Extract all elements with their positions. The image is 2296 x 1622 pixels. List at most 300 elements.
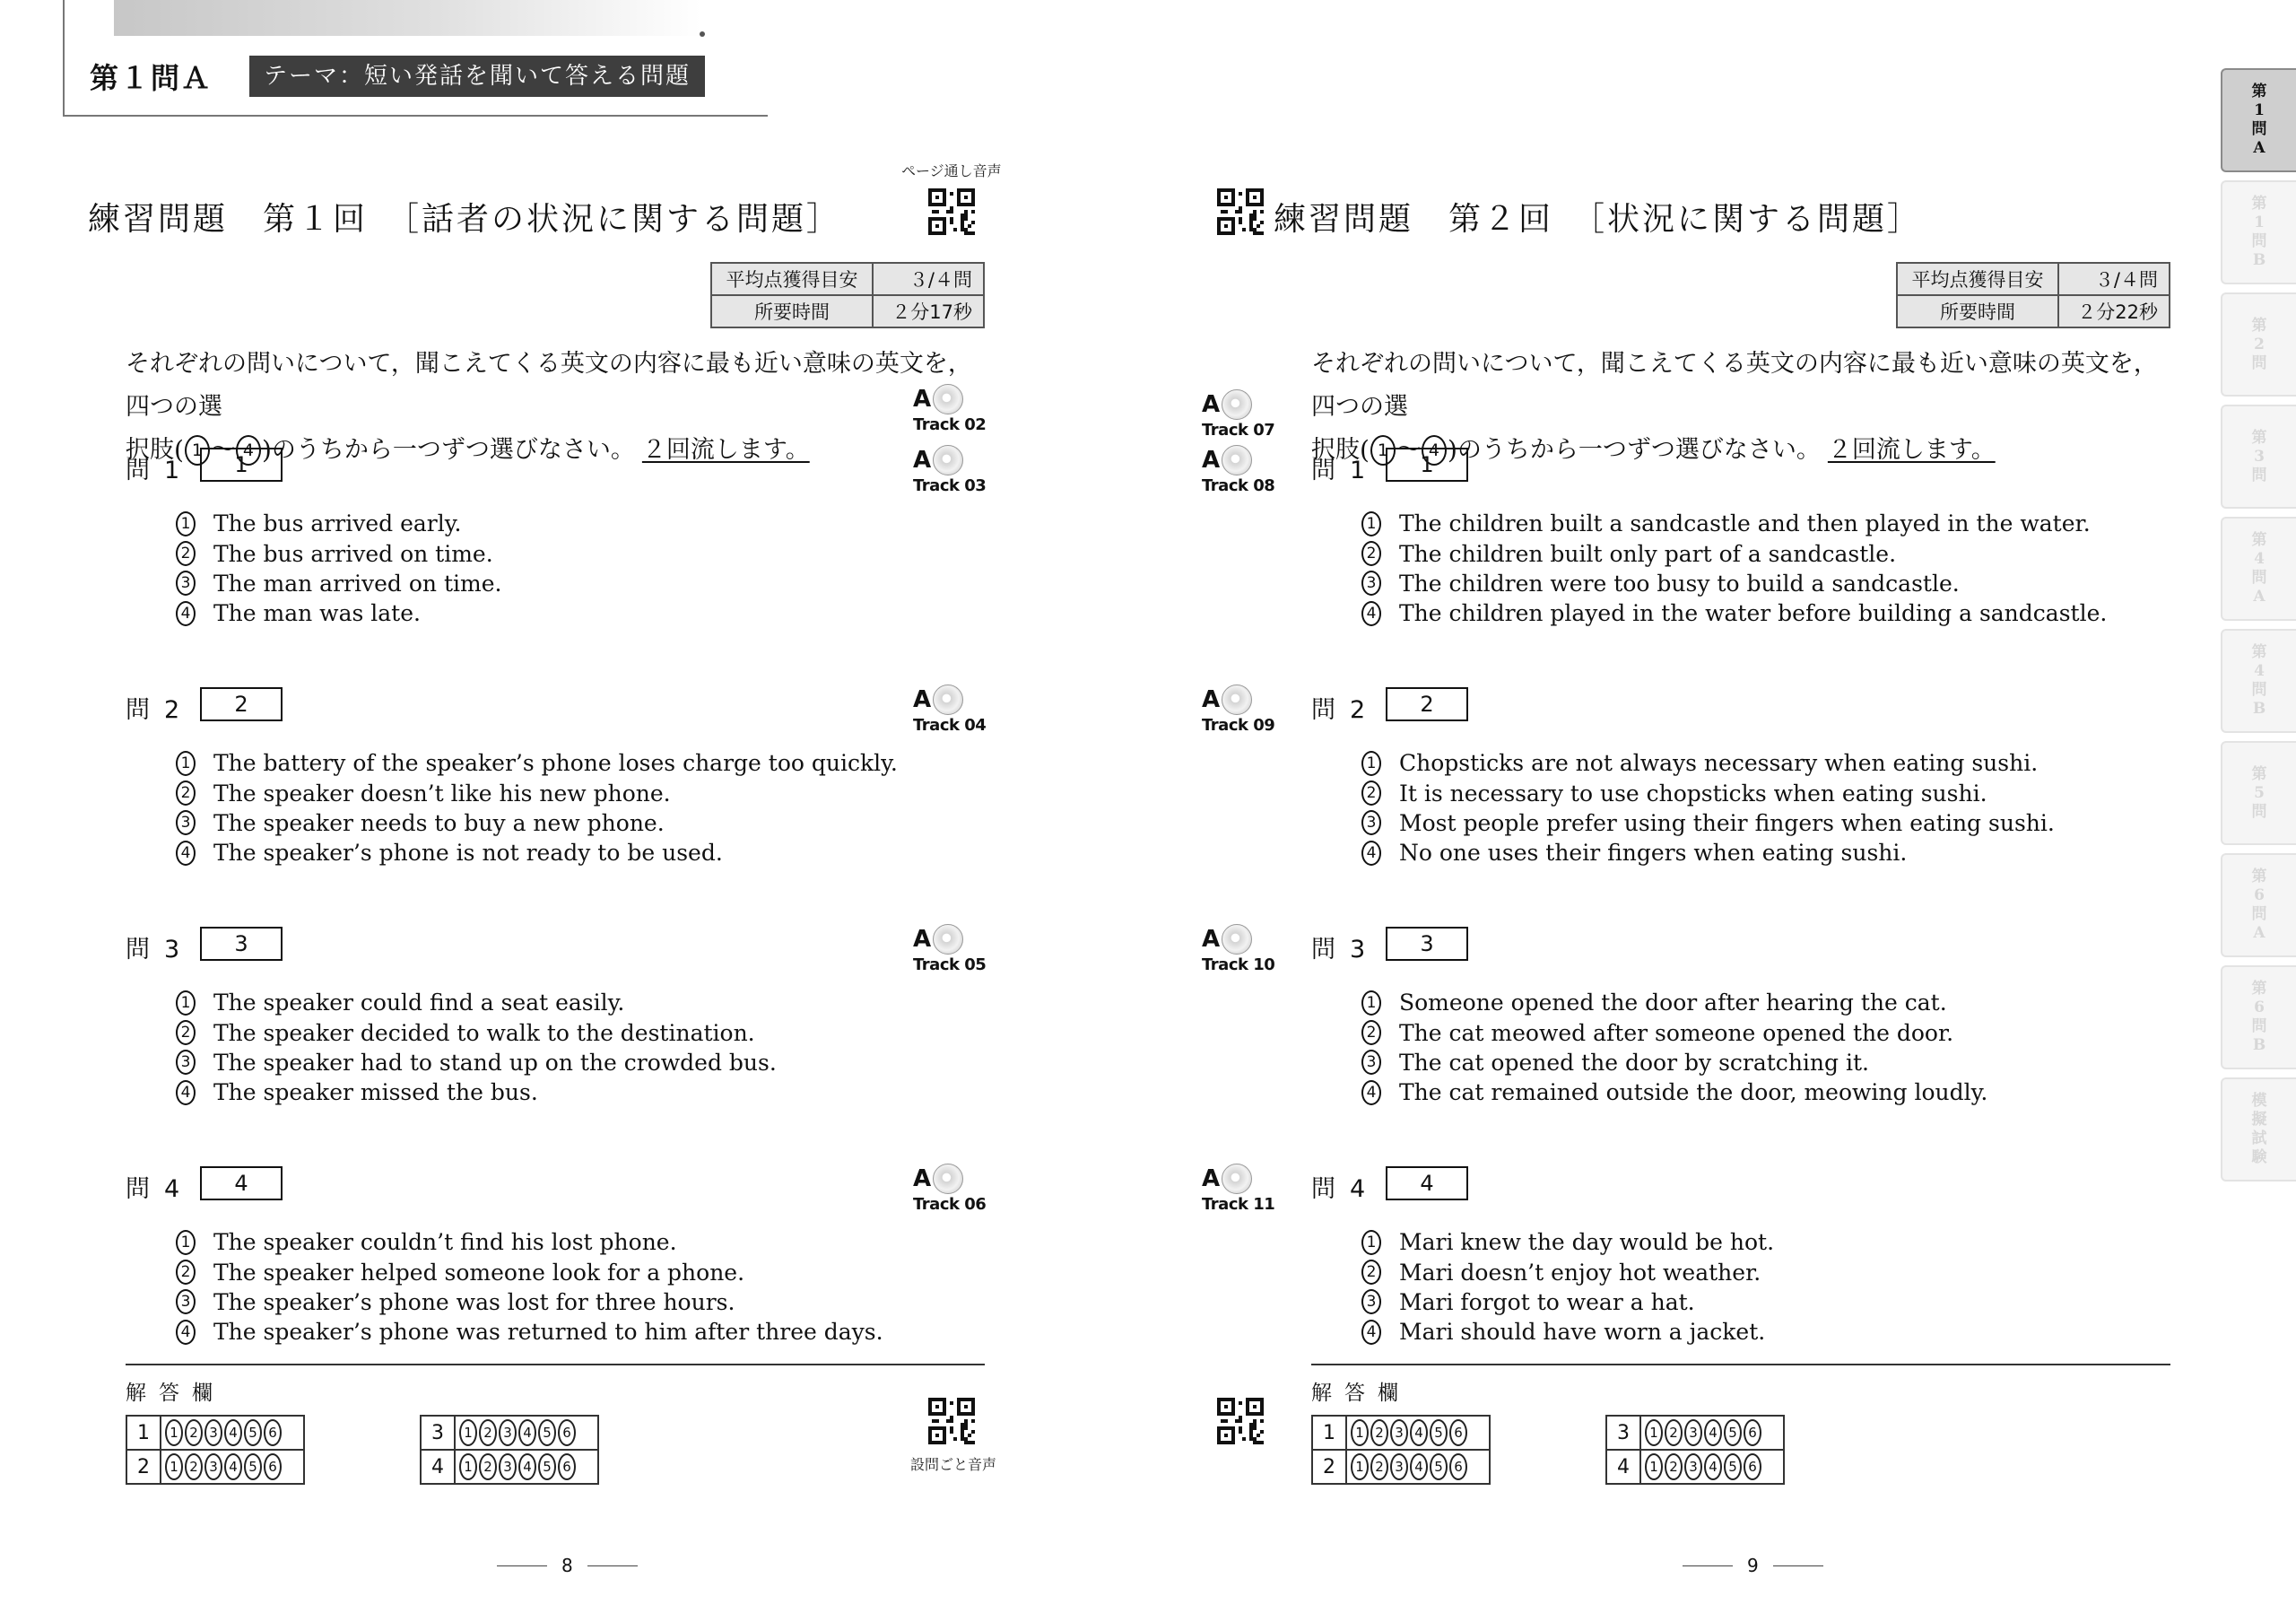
answer-bubble[interactable]: 1 bbox=[1351, 1453, 1369, 1480]
index-tab-char: 第 bbox=[2251, 980, 2267, 998]
option-text: The speaker couldn’t find his lost phone. bbox=[213, 1229, 677, 1256]
index-tab-char: B bbox=[2252, 1036, 2266, 1054]
answer-bubble[interactable]: 5 bbox=[244, 1419, 262, 1446]
option-item bbox=[1361, 988, 1987, 1017]
question-label-text: 問 bbox=[1311, 696, 1335, 724]
index-tab-char: 第 bbox=[2251, 428, 2267, 447]
question-label bbox=[1311, 1169, 1365, 1204]
question-number: 1 bbox=[1350, 457, 1366, 484]
answer-bubble[interactable]: 3 bbox=[499, 1419, 517, 1446]
answer-bubble[interactable]: 2 bbox=[479, 1453, 497, 1480]
answer-bubble[interactable]: 4 bbox=[1410, 1453, 1428, 1480]
index-tab-char: 3 bbox=[2254, 447, 2265, 466]
choice-circle: 1 bbox=[176, 751, 196, 776]
index-tab-char: 第 bbox=[2251, 764, 2267, 783]
info-key: 所要時間 bbox=[711, 295, 873, 327]
option-text: The cat opened the door by scratching it. bbox=[1399, 1049, 1869, 1076]
cd-icon bbox=[933, 685, 963, 715]
answer-sheet-table bbox=[420, 1415, 599, 1485]
answer-bubble[interactable]: 1 bbox=[1645, 1453, 1663, 1480]
audio-letter: A bbox=[913, 686, 932, 713]
answer-bubble[interactable]: 2 bbox=[1370, 1419, 1388, 1446]
index-tab-char: 5 bbox=[2254, 783, 2265, 802]
cd-icon bbox=[1222, 445, 1252, 475]
answer-bubble[interactable]: 3 bbox=[1684, 1419, 1702, 1446]
option-text: The cat meowed after someone opened the door. bbox=[1399, 1019, 1954, 1046]
answer-bubble[interactable]: 4 bbox=[1410, 1419, 1428, 1446]
answer-bubble[interactable]: 3 bbox=[1390, 1453, 1408, 1480]
track-audio-icon[interactable] bbox=[1202, 685, 1283, 735]
option-text: Mari knew the day would be hot. bbox=[1399, 1229, 1775, 1256]
page-right-content bbox=[1186, 0, 2262, 1622]
range-sep: 〜 bbox=[1396, 436, 1421, 464]
choice-circle: 3 bbox=[176, 810, 196, 835]
choice-circle: 3 bbox=[1361, 571, 1381, 596]
option-text: The speaker could find a seat easily. bbox=[213, 990, 625, 1016]
instructions-prefix: 択肢 bbox=[126, 436, 174, 464]
option-text: Someone opened the door after hearing the cat. bbox=[1399, 990, 1947, 1016]
option-list bbox=[1361, 748, 2055, 868]
info-key: 平均点獲得目安 bbox=[1897, 263, 2058, 295]
option-text: The speaker helped someone look for a phone. bbox=[213, 1259, 745, 1286]
index-tab-char: 4 bbox=[2254, 550, 2265, 568]
instructions-suffix: のうちから一つずつ選びなさい。 bbox=[1457, 436, 1821, 464]
answer-row-number: 3 bbox=[421, 1416, 455, 1450]
index-tab-char: 問 bbox=[2251, 905, 2267, 923]
track-audio-icon[interactable] bbox=[1202, 389, 1283, 440]
qr-code-icon[interactable] bbox=[1217, 1398, 1264, 1444]
info-key: 所要時間 bbox=[1897, 295, 2058, 327]
answer-bubble[interactable]: 6 bbox=[1449, 1453, 1467, 1480]
option-item bbox=[1361, 538, 2107, 568]
choice-circle: 3 bbox=[1361, 1050, 1381, 1075]
page-number-rule bbox=[1773, 1565, 1823, 1566]
track-number: Track 04 bbox=[913, 716, 987, 735]
answer-bubble[interactable]: 3 bbox=[1390, 1419, 1408, 1446]
answer-bubble[interactable]: 3 bbox=[499, 1453, 517, 1480]
index-tab-char: 問 bbox=[2251, 353, 2267, 372]
index-tab-char: 1 bbox=[2254, 101, 2265, 119]
answer-bubble[interactable]: 6 bbox=[1744, 1453, 1761, 1480]
option-item bbox=[176, 538, 501, 568]
answer-box: 4 bbox=[200, 1166, 283, 1200]
choice-circle: 2 bbox=[1361, 1020, 1381, 1045]
track-audio-icon[interactable] bbox=[1202, 924, 1283, 974]
cd-icon bbox=[1222, 389, 1252, 420]
option-text: The speaker missed the bus. bbox=[213, 1079, 538, 1106]
qr-code-icon[interactable] bbox=[928, 188, 975, 235]
instructions-suffix: のうちから一つずつ選びなさい。 bbox=[271, 436, 635, 464]
page-left bbox=[0, 0, 1076, 1622]
index-tab-char: 問 bbox=[2251, 681, 2267, 699]
option-item bbox=[1361, 509, 2107, 538]
index-tab-char: A bbox=[2253, 139, 2266, 157]
answer-bubble[interactable]: 2 bbox=[185, 1453, 203, 1480]
answer-box: 4 bbox=[1386, 1166, 1468, 1200]
index-tab-char: 6 bbox=[2254, 998, 2265, 1016]
index-tab-char: 問 bbox=[2251, 466, 2267, 484]
audio-letter: A bbox=[913, 1165, 932, 1192]
option-item bbox=[1361, 1048, 1987, 1077]
answer-sheet-table bbox=[1311, 1415, 1491, 1485]
answer-bubble[interactable]: 1 bbox=[165, 1453, 183, 1480]
choice-circle: 2 bbox=[1361, 780, 1381, 806]
index-tab-char: 擬 bbox=[2251, 1111, 2267, 1129]
audio-letter: A bbox=[913, 386, 932, 413]
choice-circle: 4 bbox=[1361, 1320, 1381, 1345]
track-number: Track 03 bbox=[913, 476, 987, 495]
option-text: The speaker’s phone is not ready to be used. bbox=[213, 840, 723, 867]
answer-bubble[interactable]: 1 bbox=[165, 1419, 183, 1446]
answer-bubbles bbox=[161, 1416, 304, 1450]
choice-circle: 4 bbox=[176, 1080, 196, 1105]
question-audio-label: 設問ごと音声 bbox=[910, 1456, 997, 1473]
question-label-text: 問 bbox=[126, 936, 150, 964]
answer-bubble[interactable]: 2 bbox=[185, 1419, 203, 1446]
question-label bbox=[126, 929, 179, 964]
option-text: The children played in the water before building a sandcastle. bbox=[1399, 600, 2108, 627]
answer-bubble[interactable]: 6 bbox=[1449, 1419, 1467, 1446]
track-number: Track 08 bbox=[1202, 476, 1275, 495]
choice-circle: 2 bbox=[176, 1020, 196, 1045]
option-text: The children built only part of a sandcastle. bbox=[1399, 540, 1897, 567]
answer-bubble[interactable]: 4 bbox=[224, 1453, 242, 1480]
option-text: The battery of the speaker’s phone loses charge too quickly. bbox=[213, 750, 898, 777]
choice-circle: 4 bbox=[176, 841, 196, 866]
option-text: The man arrived on time. bbox=[213, 570, 502, 597]
play-twice-note: ２回流します。 bbox=[1827, 436, 1996, 464]
option-item bbox=[1361, 1257, 1774, 1286]
cd-icon bbox=[933, 924, 963, 955]
option-list bbox=[176, 1227, 883, 1347]
audio-letter: A bbox=[913, 447, 932, 474]
audio-letter: A bbox=[1202, 391, 1221, 418]
answer-bubble[interactable]: 3 bbox=[204, 1419, 222, 1446]
index-tab-part1a[interactable] bbox=[2221, 68, 2296, 172]
index-tab-char: 第 bbox=[2251, 195, 2267, 213]
question-number: 3 bbox=[164, 936, 180, 964]
option-item bbox=[1361, 1017, 1987, 1047]
answer-sheet-label: 解答欄 bbox=[1311, 1382, 1411, 1405]
track-number: Track 09 bbox=[1202, 716, 1275, 735]
option-item bbox=[1361, 778, 2055, 807]
answer-bubble[interactable]: 6 bbox=[558, 1453, 576, 1480]
option-item bbox=[1361, 748, 2055, 778]
page-number-rule bbox=[1683, 1565, 1733, 1566]
index-tab-char: 試 bbox=[2251, 1129, 2267, 1147]
choice-circle: 1 bbox=[1361, 511, 1381, 536]
answer-bubble[interactable]: 3 bbox=[204, 1453, 222, 1480]
divider bbox=[1311, 1364, 2170, 1365]
question-number: 2 bbox=[1350, 696, 1366, 724]
choice-circle: 1 bbox=[1370, 435, 1396, 466]
question-label-text: 問 bbox=[1311, 457, 1335, 484]
answer-row-number: 3 bbox=[1606, 1416, 1640, 1450]
choice-circle: 4 bbox=[176, 601, 196, 626]
answer-sheet-table bbox=[1605, 1415, 1785, 1485]
choice-circle: 1 bbox=[185, 435, 210, 466]
answer-sheet-table bbox=[126, 1415, 305, 1485]
option-item bbox=[176, 1017, 777, 1047]
cd-icon bbox=[933, 1164, 963, 1194]
range-sep: 〜 bbox=[210, 436, 235, 464]
option-item bbox=[1361, 838, 2055, 868]
track-audio-icon[interactable] bbox=[1202, 1164, 1283, 1214]
answer-bubbles bbox=[1346, 1450, 1490, 1484]
answer-bubble[interactable]: 1 bbox=[459, 1453, 477, 1480]
answer-box: 3 bbox=[200, 927, 283, 961]
answer-bubbles bbox=[1346, 1416, 1490, 1450]
answer-box: 1 bbox=[200, 448, 283, 482]
option-text: The man was late. bbox=[213, 600, 421, 627]
track-number: Track 02 bbox=[913, 415, 987, 434]
answer-bubble[interactable]: 2 bbox=[479, 1419, 497, 1446]
index-tab-char: 問 bbox=[2251, 1017, 2267, 1035]
option-text: Chopsticks are not always necessary when eating sushi. bbox=[1399, 750, 2039, 777]
answer-bubble[interactable]: 2 bbox=[1665, 1453, 1683, 1480]
index-tab-char: 1 bbox=[2254, 214, 2265, 231]
option-list bbox=[1361, 1227, 1774, 1347]
answer-bubbles bbox=[455, 1416, 598, 1450]
choice-circle: 1 bbox=[176, 511, 196, 536]
instructions-line1: それぞれの問いについて，聞こえてくる英文の内容に最も近い意味の英文を，四つの選 bbox=[126, 350, 972, 421]
option-text: The speaker needs to buy a new phone. bbox=[213, 809, 665, 836]
choice-circle: 4 bbox=[1361, 601, 1381, 626]
question-number: 1 bbox=[164, 457, 180, 484]
answer-bubbles bbox=[161, 1450, 304, 1484]
index-tab-char: 問 bbox=[2251, 802, 2267, 821]
info-value: ３/４問 bbox=[2058, 263, 2170, 295]
index-tab-part5[interactable] bbox=[2221, 741, 2296, 845]
answer-bubble[interactable]: 5 bbox=[1724, 1453, 1742, 1480]
answer-bubble[interactable]: 5 bbox=[1430, 1419, 1448, 1446]
option-list bbox=[1361, 988, 1987, 1108]
answer-bubble[interactable]: 3 bbox=[1684, 1453, 1702, 1480]
answer-bubble[interactable]: 1 bbox=[1645, 1419, 1663, 1446]
page-number-text: 9 bbox=[1747, 1555, 1759, 1576]
option-item bbox=[176, 988, 777, 1017]
answer-bubble[interactable]: 6 bbox=[1744, 1419, 1761, 1446]
answer-bubbles bbox=[1640, 1450, 1784, 1484]
option-text: The speaker had to stand up on the crowded bus. bbox=[213, 1049, 777, 1076]
index-tab-char: B bbox=[2252, 700, 2266, 718]
audio-letter: A bbox=[1202, 447, 1221, 474]
option-list bbox=[1361, 509, 2107, 629]
instructions-line1: それぞれの問いについて，聞こえてくる英文の内容に最も近い意味の英文を，四つの選 bbox=[1311, 350, 2158, 421]
option-text: Most people prefer using their fingers when eating sushi. bbox=[1399, 809, 2055, 836]
info-value: ２分17秒 bbox=[873, 295, 984, 327]
choice-circle: 3 bbox=[176, 571, 196, 596]
track-audio-icon[interactable] bbox=[913, 924, 994, 974]
page-number-rule bbox=[497, 1565, 547, 1566]
choice-circle: 4 bbox=[176, 1320, 196, 1345]
index-tab-char: 問 bbox=[2251, 120, 2267, 138]
cd-icon bbox=[933, 445, 963, 475]
info-value: ２分22秒 bbox=[2058, 295, 2170, 327]
answer-bubble[interactable]: 1 bbox=[459, 1419, 477, 1446]
track-audio-icon[interactable] bbox=[1202, 445, 1283, 495]
answer-bubble[interactable]: 5 bbox=[1724, 1419, 1742, 1446]
option-item bbox=[1361, 808, 2055, 838]
option-text: Mari forgot to wear a hat. bbox=[1399, 1288, 1695, 1315]
index-tab-char: B bbox=[2252, 251, 2266, 269]
choice-circle: 4 bbox=[1361, 1080, 1381, 1105]
option-item bbox=[176, 748, 898, 778]
option-item bbox=[1361, 569, 2107, 598]
option-text: Mari should have worn a jacket. bbox=[1399, 1319, 1766, 1346]
answer-bubble[interactable]: 4 bbox=[1704, 1419, 1722, 1446]
option-text: The bus arrived on time. bbox=[213, 540, 493, 567]
option-item bbox=[176, 1077, 777, 1107]
page-number-text: 8 bbox=[561, 1555, 573, 1576]
choice-circle: 2 bbox=[176, 541, 196, 566]
option-text: No one uses their fingers when eating sushi. bbox=[1399, 840, 1908, 867]
track-audio-icon[interactable] bbox=[913, 384, 994, 434]
question-label bbox=[126, 1169, 179, 1204]
choice-circle: 1 bbox=[1361, 1230, 1381, 1255]
question-label-text: 問 bbox=[126, 696, 150, 724]
question-label bbox=[1311, 690, 1365, 725]
close-paren: ) bbox=[1447, 435, 1457, 465]
index-tab-char: 4 bbox=[2254, 662, 2265, 680]
choice-circle: 3 bbox=[1361, 810, 1381, 835]
index-tab-part6b[interactable] bbox=[2221, 965, 2296, 1069]
track-audio-icon[interactable] bbox=[913, 445, 994, 495]
answer-box: 2 bbox=[1386, 687, 1468, 721]
option-item bbox=[176, 1287, 883, 1317]
answer-bubble[interactable]: 2 bbox=[1370, 1453, 1388, 1480]
index-tab-part1b[interactable] bbox=[2221, 180, 2296, 284]
question-number: 4 bbox=[164, 1175, 180, 1203]
option-item bbox=[1361, 1077, 1987, 1107]
option-item bbox=[1361, 1287, 1774, 1317]
choice-circle: 1 bbox=[1361, 990, 1381, 1016]
page-audio-label: ページ通し音声 bbox=[901, 162, 1002, 179]
question-label-text: 問 bbox=[126, 457, 150, 484]
answer-bubble[interactable]: 4 bbox=[1704, 1453, 1722, 1480]
choice-circle: 1 bbox=[176, 1230, 196, 1255]
option-text: It is necessary to use chopsticks when eating sushi. bbox=[1399, 780, 1987, 807]
answer-bubble[interactable]: 4 bbox=[518, 1419, 536, 1446]
answer-bubble[interactable]: 1 bbox=[1351, 1419, 1369, 1446]
instructions-prefix: 択肢 bbox=[1311, 436, 1360, 464]
answer-row-number: 2 bbox=[126, 1450, 161, 1484]
index-tab-part6a[interactable] bbox=[2221, 853, 2296, 957]
answer-bubble[interactable]: 5 bbox=[538, 1453, 556, 1480]
cd-icon bbox=[1222, 924, 1252, 955]
info-table bbox=[710, 262, 985, 328]
index-tab-part3[interactable] bbox=[2221, 405, 2296, 509]
question-label bbox=[1311, 450, 1365, 485]
index-tab-char: 第 bbox=[2251, 316, 2267, 335]
practice-title: 練習問題 第１回 ［話者の状況に関する問題］ bbox=[88, 201, 842, 238]
answer-bubble[interactable]: 2 bbox=[1665, 1419, 1683, 1446]
answer-row-number: 1 bbox=[126, 1416, 161, 1450]
index-tab-char: A bbox=[2253, 588, 2266, 606]
audio-letter: A bbox=[1202, 926, 1221, 953]
option-item bbox=[1361, 1317, 1774, 1347]
qr-code-icon[interactable] bbox=[928, 1398, 975, 1444]
index-tab-part2[interactable] bbox=[2221, 292, 2296, 397]
index-tab-char: 第 bbox=[2251, 868, 2267, 885]
answer-sheet-label: 解答欄 bbox=[126, 1382, 225, 1405]
answer-row-number: 2 bbox=[1312, 1450, 1346, 1484]
option-item bbox=[1361, 1227, 1774, 1257]
option-item bbox=[176, 569, 501, 598]
option-text: The speaker’s phone was returned to him after three days. bbox=[213, 1319, 883, 1346]
answer-bubble[interactable]: 6 bbox=[558, 1419, 576, 1446]
option-item bbox=[176, 808, 898, 838]
track-audio-icon[interactable] bbox=[913, 685, 994, 735]
cd-icon bbox=[1222, 1164, 1252, 1194]
choice-circle: 3 bbox=[176, 1050, 196, 1075]
part-title: 第１問Ａ bbox=[90, 61, 213, 95]
track-number: Track 05 bbox=[913, 955, 987, 974]
index-tab-mock-exam[interactable] bbox=[2221, 1077, 2296, 1182]
answer-bubble[interactable]: 5 bbox=[538, 1419, 556, 1446]
index-tab-part4b[interactable] bbox=[2221, 629, 2296, 733]
index-tab-char: 問 bbox=[2251, 232, 2267, 250]
answer-bubble[interactable]: 6 bbox=[264, 1419, 282, 1446]
track-number: Track 06 bbox=[913, 1195, 987, 1214]
answer-box: 1 bbox=[1386, 448, 1468, 482]
track-number: Track 11 bbox=[1202, 1195, 1275, 1214]
audio-letter: A bbox=[1202, 686, 1221, 713]
choice-circle: 4 bbox=[236, 435, 261, 466]
question-label bbox=[126, 450, 179, 485]
answer-bubble[interactable]: 5 bbox=[1430, 1453, 1448, 1480]
audio-letter: A bbox=[1202, 1165, 1221, 1192]
practice-title: 練習問題 第２回 ［状況に関する問題］ bbox=[1274, 201, 1923, 238]
option-text: The speaker decided to walk to the destination. bbox=[213, 1019, 755, 1046]
info-key: 平均点獲得目安 bbox=[711, 263, 873, 295]
option-text: The bus arrived early. bbox=[213, 510, 462, 537]
cd-icon bbox=[1222, 685, 1252, 715]
choice-circle: 3 bbox=[176, 1289, 196, 1314]
close-paren: ) bbox=[261, 435, 272, 465]
answer-row-number: 4 bbox=[1606, 1450, 1640, 1484]
choice-circle: 3 bbox=[1361, 1289, 1381, 1314]
option-text: The children were too busy to build a sandcastle. bbox=[1399, 570, 1960, 597]
choice-circle: 1 bbox=[176, 990, 196, 1016]
index-tab-part4a[interactable] bbox=[2221, 517, 2296, 621]
track-number: Track 10 bbox=[1202, 955, 1275, 974]
track-audio-icon[interactable] bbox=[913, 1164, 994, 1214]
cd-icon bbox=[933, 384, 963, 414]
index-tab-char: 模 bbox=[2251, 1092, 2267, 1110]
section-index-tabs bbox=[2221, 68, 2296, 1190]
answer-bubbles bbox=[455, 1450, 598, 1484]
option-item bbox=[176, 1048, 777, 1077]
answer-bubble[interactable]: 4 bbox=[224, 1419, 242, 1446]
index-tab-char: A bbox=[2253, 924, 2266, 942]
option-list bbox=[176, 509, 501, 629]
index-tab-char: 験 bbox=[2251, 1148, 2267, 1166]
question-label-text: 問 bbox=[1311, 1175, 1335, 1203]
info-value: ３/４問 bbox=[873, 263, 984, 295]
choice-circle: 2 bbox=[1361, 541, 1381, 566]
answer-bubble[interactable]: 6 bbox=[264, 1453, 282, 1480]
answer-bubble[interactable]: 5 bbox=[244, 1453, 262, 1480]
open-paren: ( bbox=[1360, 435, 1370, 465]
answer-bubble[interactable]: 4 bbox=[518, 1453, 536, 1480]
index-tab-char: 第 bbox=[2251, 643, 2267, 661]
option-item bbox=[176, 1257, 883, 1286]
answer-box: 2 bbox=[200, 687, 283, 721]
page-number bbox=[483, 1555, 652, 1576]
page-number bbox=[1668, 1555, 1838, 1576]
option-text: The speaker doesn’t like his new phone. bbox=[213, 780, 671, 807]
